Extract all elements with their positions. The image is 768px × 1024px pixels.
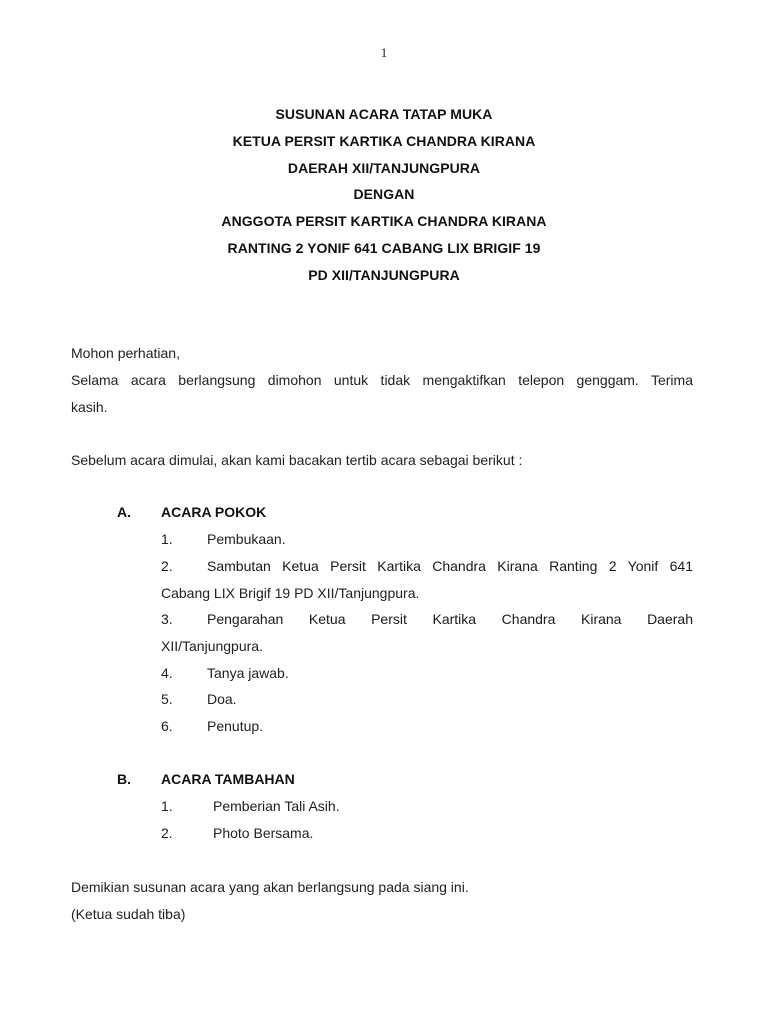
greeting: Mohon perhatian, — [71, 345, 180, 361]
document-title — [0, 101, 768, 289]
list-item-number: 1. — [161, 798, 173, 814]
preface-text: Sebelum acara dimulai, akan kami bacakan tertib acara sebagai berikut : — [71, 452, 523, 468]
page-number: 1 — [380, 45, 388, 60]
list-item-number: 2. — [161, 825, 173, 841]
title-line: KETUA PERSIT KARTIKA CHANDRA KIRANA — [232, 132, 536, 149]
title-line: ANGGOTA PERSIT KARTIKA CHANDRA KIRANA — [221, 213, 547, 230]
title-line: DAERAH XII/TANJUNGPURA — [287, 159, 481, 176]
title-line: DENGAN — [353, 186, 415, 203]
list-item — [161, 558, 693, 574]
list-item-number: 5. — [161, 691, 173, 707]
list-item-number: 1. — [161, 531, 173, 547]
list-item-number: 4. — [161, 665, 173, 681]
closing-note: (Ketua sudah tiba) — [71, 906, 186, 922]
list-item: Pembukaan. — [207, 531, 286, 547]
list-item: Tanya jawab. — [207, 665, 289, 681]
list-item-number: 3. — [161, 611, 173, 627]
notice-text-continued: kasih. — [71, 399, 108, 415]
list-item-continuation: XII/Tanjungpura. — [161, 638, 263, 654]
list-item-number: 6. — [161, 718, 173, 734]
list-item — [161, 611, 693, 627]
title-line: SUSUNAN ACARA TATAP MUKA — [275, 106, 493, 122]
list-item-text: Sambutan Ketua Persit Kartika Chandra Kirana Ranting 2 Yonif 641 — [207, 558, 693, 574]
list-item-continuation: Cabang LIX Brigif 19 PD XII/Tanjungpura. — [161, 585, 420, 601]
list-item-number: 2. — [161, 558, 173, 574]
list-item: Photo Bersama. — [213, 825, 314, 841]
section-title: ACARA TAMBAHAN — [161, 771, 295, 787]
list-item: Pemberian Tali Asih. — [213, 798, 340, 814]
list-item-text: Pengarahan Ketua Persit Kartika Chandra Kirana Daerah — [207, 611, 693, 627]
section-title: ACARA POKOK — [161, 504, 267, 520]
section-letter: A. — [117, 504, 131, 520]
notice-text: Selama acara berlangsung dimohon untuk tidak mengaktifkan telepon genggam. Terima — [71, 372, 693, 388]
title-line: PD XII/TANJUNGPURA — [308, 266, 460, 283]
title-line: RANTING 2 YONIF 641 CABANG LIX BRIGIF 19 — [227, 239, 541, 256]
list-item: Doa. — [207, 691, 237, 707]
closing-text: Demikian susunan acara yang akan berlangsung pada siang ini. — [71, 879, 469, 895]
list-item: Penutup. — [207, 718, 264, 734]
section-letter: B. — [117, 771, 131, 787]
